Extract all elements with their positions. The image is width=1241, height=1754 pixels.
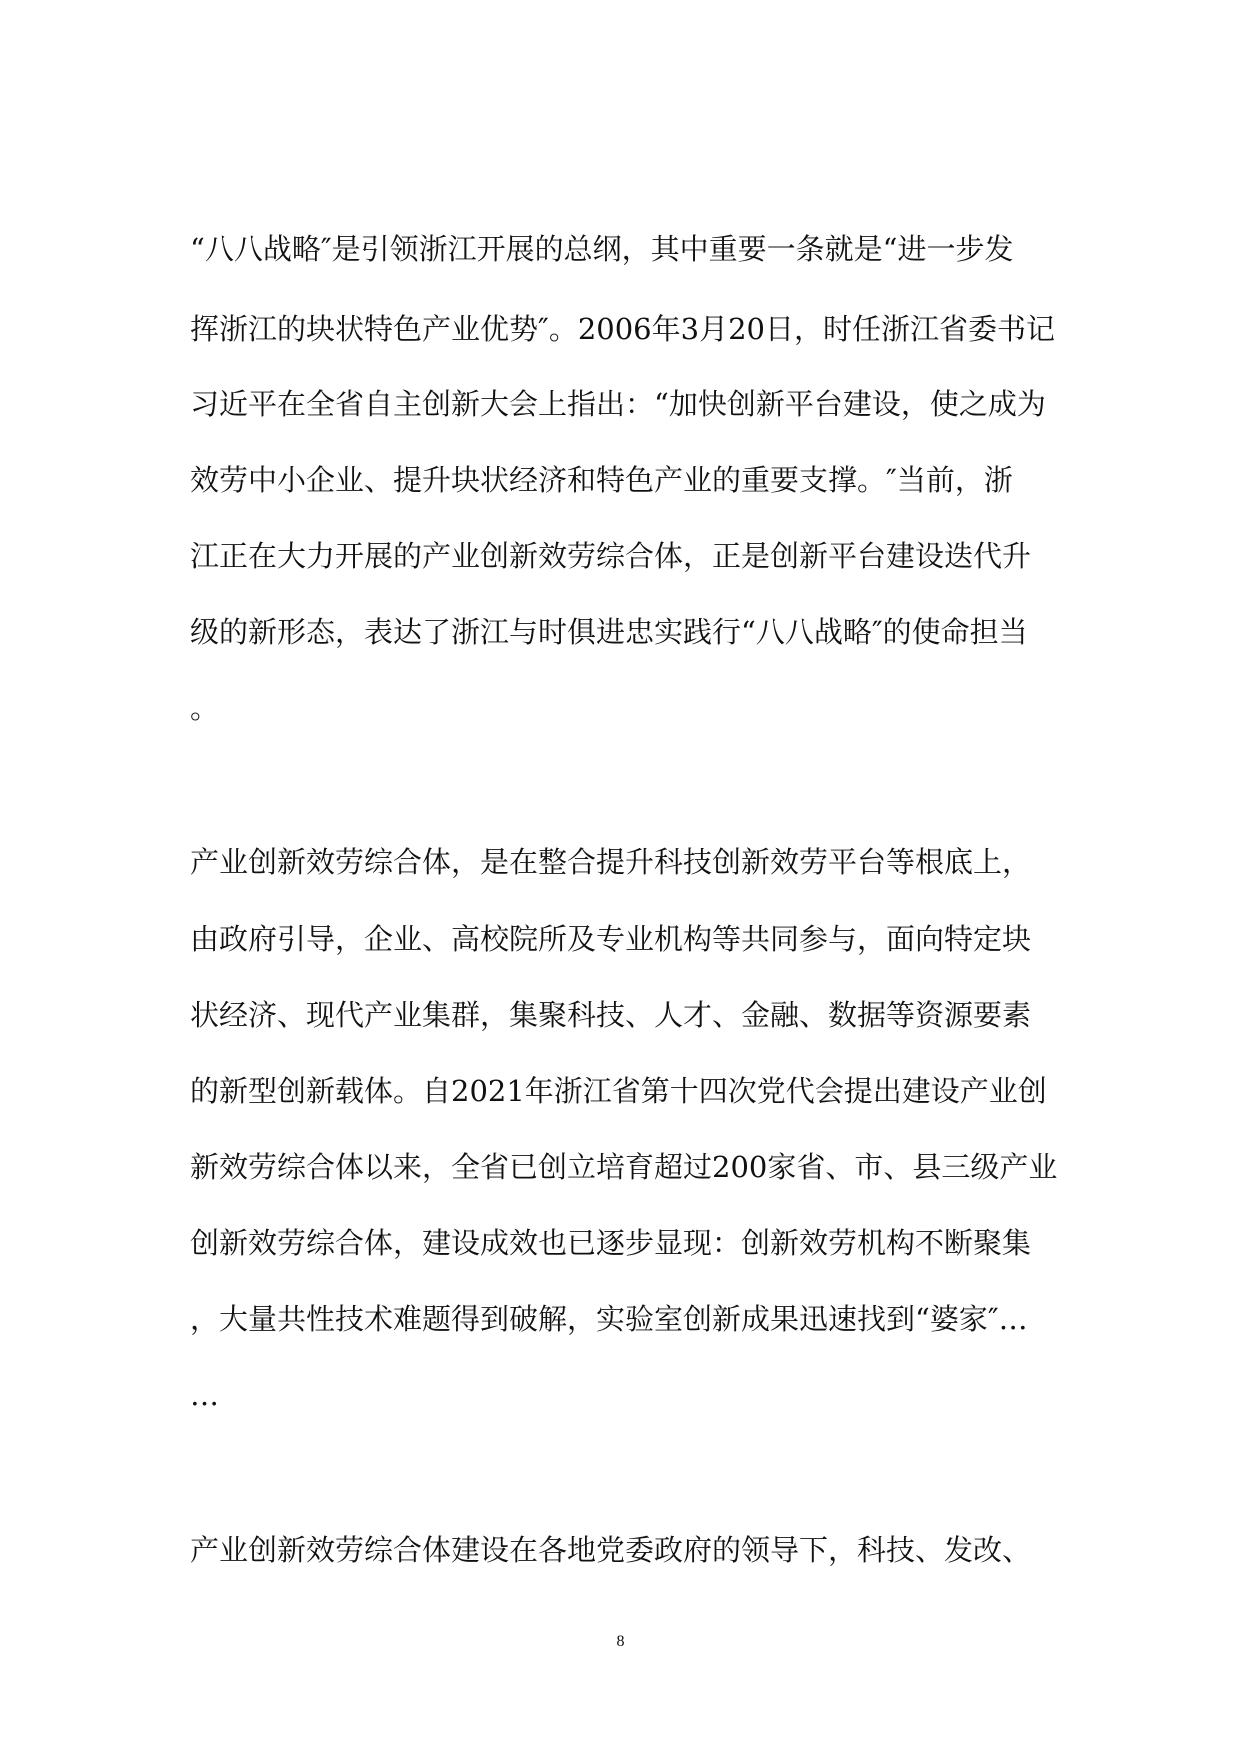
paragraph-2-line-4: 的新型创新载体。自2021年浙江省第十四次党代会提出建设产业创 (190, 1074, 1047, 1108)
paragraph-2-line-7: ，大量共性技术难题得到破解，实验室创新成果迅速找到“婆家″… (190, 1302, 1028, 1336)
paragraph-1-line-7: 。 (190, 691, 220, 725)
paragraph-2-line-5: 新效劳综合体以来，全省已创立培育超过200家省、市、县三级产业 (190, 1150, 1058, 1184)
paragraph-1-line-1: “八八战略″是引领浙江开展的总纲，其中重要一条就是“进一步发 (190, 232, 1014, 266)
paragraph-1-line-4: 效劳中小企业、提升块状经济和特色产业的重要支撑。″当前，浙 (190, 463, 1013, 497)
paragraph-1-line-2: 挥浙江的块状特色产业优势″。2006年3月20日，时任浙江省委书记 (190, 312, 1055, 346)
paragraph-2-line-6: 创新效劳综合体，建设成效也已逐步显现：创新效劳机构不断聚集 (190, 1226, 1032, 1260)
paragraph-3-line-1: 产业创新效劳综合体建设在各地党委政府的领导下，科技、发改、 (190, 1533, 1032, 1567)
paragraph-2-line-8: … (190, 1378, 219, 1412)
page-number: 8 (616, 1633, 625, 1650)
paragraph-1-line-6: 级的新形态，表达了浙江与时俱进忠实践行“八八战略″的使命担当 (190, 615, 1028, 649)
paragraph-2-line-1: 产业创新效劳综合体，是在整合提升科技创新效劳平台等根底上， (190, 845, 1032, 879)
paragraph-2-line-3: 状经济、现代产业集群，集聚科技、人才、金融、数据等资源要素 (190, 998, 1032, 1032)
paragraph-2-line-2: 由政府引导，企业、高校院所及专业机构等共同参与，面向特定块 (190, 922, 1032, 956)
paragraph-1-line-5: 江正在大力开展的产业创新效劳综合体，正是创新平台建设迭代升 (190, 539, 1032, 573)
paragraph-1-line-3: 习近平在全省自主创新大会上指出：“加快创新平台建设，使之成为 (190, 387, 1046, 421)
